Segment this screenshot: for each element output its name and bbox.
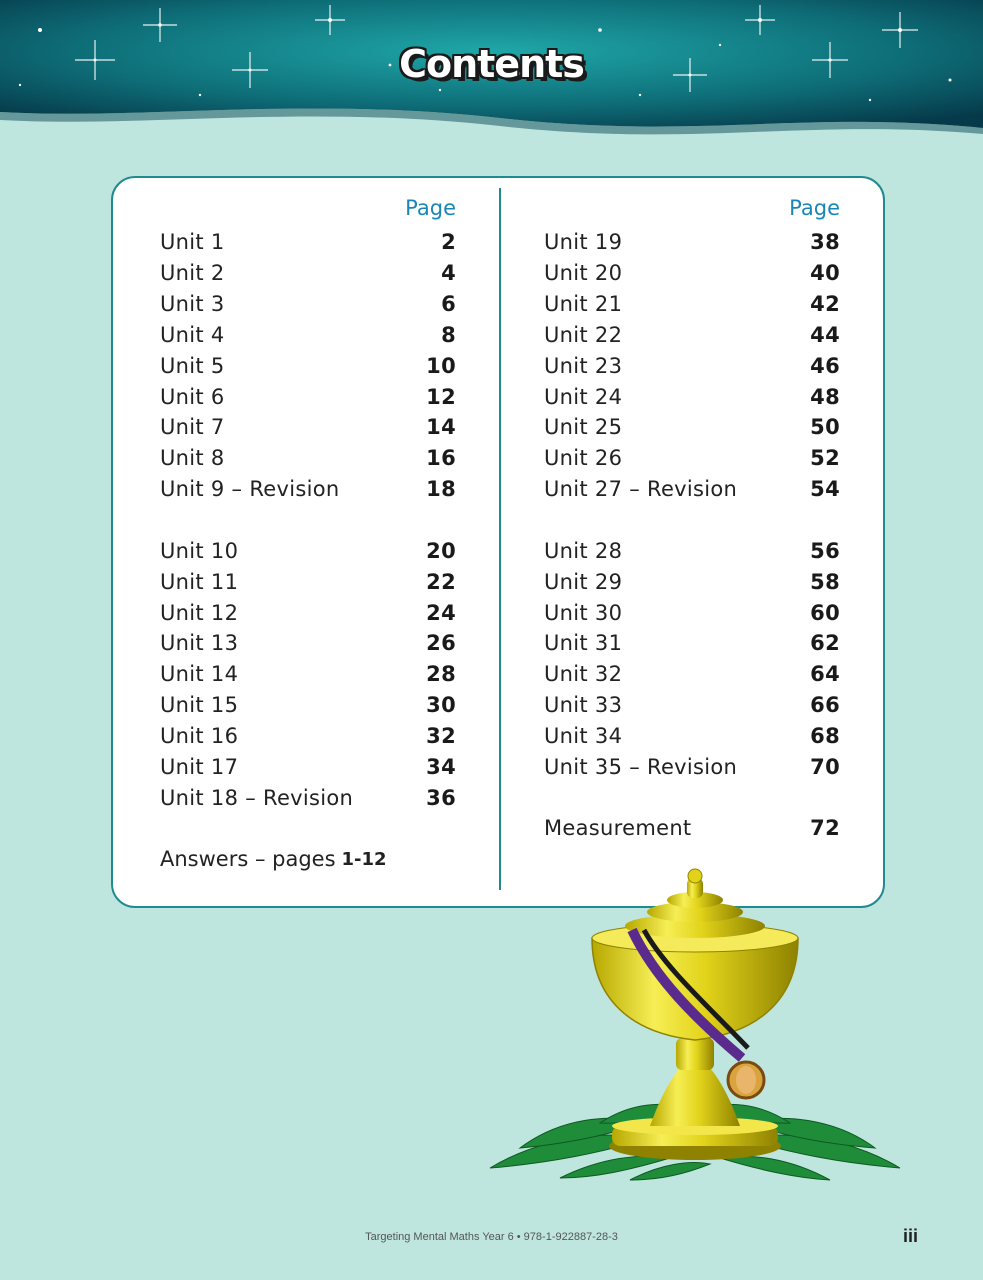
entry-label: Unit 1 (160, 230, 225, 255)
entry-label: Unit 26 (544, 446, 623, 471)
entry-page: 54 (810, 477, 840, 502)
entry-label: Unit 22 (544, 322, 623, 347)
entry-label: Unit 3 (160, 292, 225, 317)
entry-page: 66 (810, 693, 840, 718)
entry-page: 42 (810, 292, 840, 317)
entry-label: Unit 13 (160, 631, 239, 656)
entry-page: 52 (810, 446, 840, 471)
entry-label: Unit 16 (160, 723, 239, 748)
entry-label: Unit 21 (544, 292, 623, 317)
contents-left-column (160, 196, 456, 875)
contents-entry (544, 474, 840, 505)
contents-entry (160, 751, 456, 782)
contents-entry (160, 258, 456, 289)
entry-label: Unit 25 (544, 415, 623, 440)
contents-entry (544, 751, 840, 782)
entry-label: Unit 2 (160, 261, 225, 286)
contents-entry (544, 443, 840, 474)
column-divider (499, 188, 501, 890)
contents-entry (160, 412, 456, 443)
answers-pages: 1-12 (341, 848, 387, 870)
contents-entry (160, 566, 456, 597)
entry-page: 14 (426, 415, 456, 440)
answers-entry (160, 844, 456, 875)
page-column-heading: Page (789, 196, 840, 220)
entry-page: 32 (426, 723, 456, 748)
entry-page: 60 (810, 600, 840, 625)
entry-label: Unit 5 (160, 353, 225, 378)
entry-page: 2 (441, 230, 456, 255)
entry-label: Unit 29 (544, 569, 623, 594)
entry-label: Unit 35 – Revision (544, 754, 738, 779)
entry-label: Unit 33 (544, 693, 623, 718)
entry-label: Measurement (544, 816, 692, 841)
contents-entry (160, 535, 456, 566)
entry-page: 34 (426, 754, 456, 779)
contents-entry (160, 782, 456, 813)
entry-page: 6 (441, 292, 456, 317)
contents-entry (544, 381, 840, 412)
entry-page: 62 (810, 631, 840, 656)
contents-entry (160, 690, 456, 721)
entry-label: Unit 32 (544, 662, 623, 687)
contents-entry (544, 258, 840, 289)
contents-entry (544, 597, 840, 628)
contents-entry (544, 535, 840, 566)
page-number: iii (903, 1226, 919, 1246)
entry-label: Unit 24 (544, 384, 623, 409)
entry-page: 12 (426, 384, 456, 409)
entry-page: 46 (810, 353, 840, 378)
contents-entry (160, 628, 456, 659)
entry-label: Unit 30 (544, 600, 623, 625)
entry-page: 50 (810, 415, 840, 440)
entry-label: Unit 23 (544, 353, 623, 378)
entry-page: 22 (426, 569, 456, 594)
entry-label: Unit 28 (544, 538, 623, 563)
contents-entry (544, 412, 840, 443)
entry-label: Unit 19 (544, 230, 623, 255)
entry-label: Unit 9 – Revision (160, 477, 340, 502)
contents-entry (160, 350, 456, 381)
entry-page: 20 (426, 538, 456, 563)
contents-entry (544, 690, 840, 721)
entry-label: Unit 10 (160, 538, 239, 563)
entry-page: 44 (810, 322, 840, 347)
entry-page: 36 (426, 785, 456, 810)
contents-entry (160, 320, 456, 351)
entry-label: Unit 14 (160, 662, 239, 687)
contents-entry (160, 227, 456, 258)
entry-page: 4 (441, 261, 456, 286)
contents-entry (544, 659, 840, 690)
entry-label: Unit 4 (160, 322, 225, 347)
contents-entry (160, 443, 456, 474)
entry-page: 70 (810, 754, 840, 779)
contents-entry (160, 381, 456, 412)
contents-entry (160, 659, 456, 690)
entry-page: 72 (810, 816, 840, 841)
contents-entry (544, 350, 840, 381)
contents-entry (544, 721, 840, 752)
entry-page: 18 (426, 477, 456, 502)
contents-entry (544, 227, 840, 258)
entry-page: 68 (810, 723, 840, 748)
entry-page: 40 (810, 261, 840, 286)
entry-label: Unit 31 (544, 631, 623, 656)
entry-label: Unit 8 (160, 446, 225, 471)
entry-label: Unit 34 (544, 723, 623, 748)
entry-page: 28 (426, 662, 456, 687)
entry-label: Unit 18 – Revision (160, 785, 354, 810)
page-column-heading: Page (405, 196, 456, 220)
contents-entry (544, 628, 840, 659)
contents-entry (544, 566, 840, 597)
entry-label: Unit 17 (160, 754, 239, 779)
entry-page: 24 (426, 600, 456, 625)
entry-page: 16 (426, 446, 456, 471)
footer-text: Targeting Mental Maths Year 6 • 978-1-922887-28-3 (365, 1231, 618, 1243)
entry-label: Unit 11 (160, 569, 239, 594)
entry-page: 48 (810, 384, 840, 409)
entry-page: 10 (426, 353, 456, 378)
answers-label: Answers – pages (160, 847, 336, 872)
entry-page: 56 (810, 538, 840, 563)
entry-page: 8 (441, 322, 456, 347)
contents-entry (544, 320, 840, 351)
entry-page: 26 (426, 631, 456, 656)
entry-page: 58 (810, 569, 840, 594)
contents-entry (544, 289, 840, 320)
entry-label: Unit 15 (160, 693, 239, 718)
entry-page: 30 (426, 693, 456, 718)
contents-right-column (544, 196, 840, 844)
entry-page: 64 (810, 662, 840, 687)
contents-entry (160, 721, 456, 752)
contents-entry (160, 289, 456, 320)
contents-entry (160, 474, 456, 505)
trophy-illustration (480, 868, 910, 1212)
measurement-entry (544, 813, 840, 844)
entry-label: Unit 6 (160, 384, 225, 409)
page-title: Contents (399, 42, 584, 86)
entry-label: Unit 27 – Revision (544, 477, 738, 502)
entry-label: Unit 7 (160, 415, 225, 440)
entry-label: Unit 12 (160, 600, 239, 625)
entry-label: Unit 20 (544, 261, 623, 286)
contents-entry (160, 597, 456, 628)
entry-page: 38 (810, 230, 840, 255)
